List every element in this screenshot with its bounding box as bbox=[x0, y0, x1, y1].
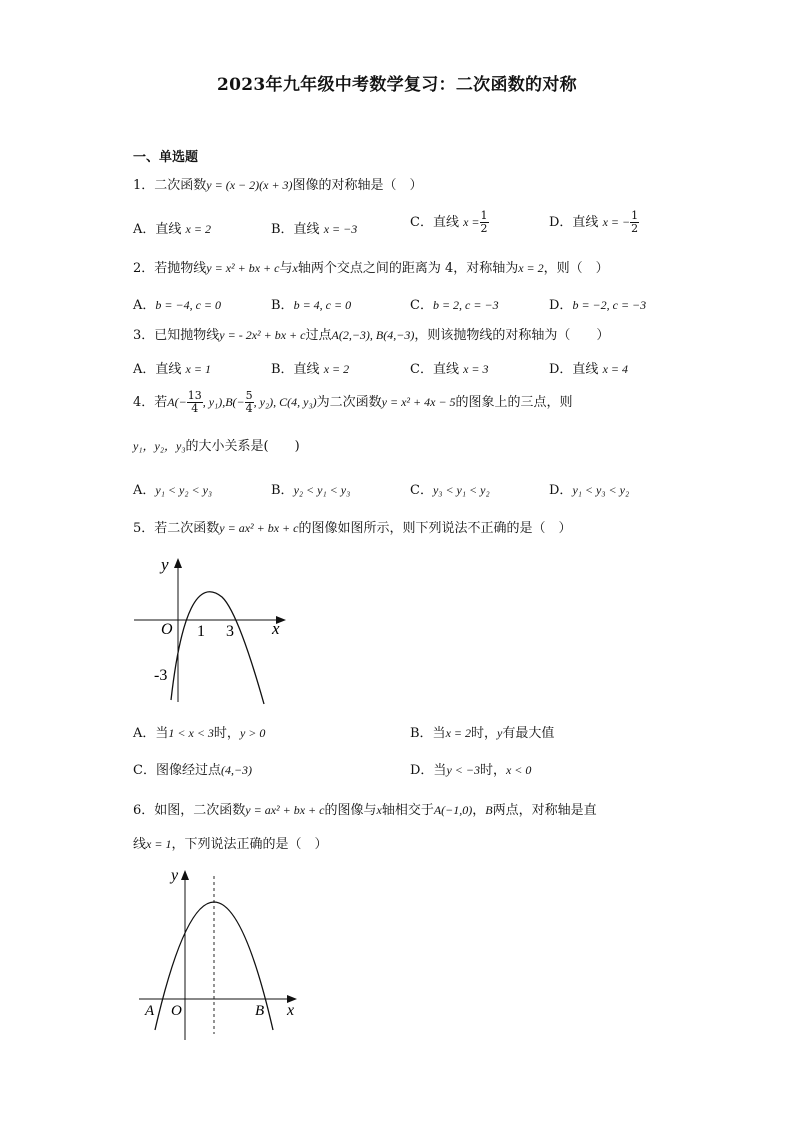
x-axis-label: x bbox=[287, 1002, 295, 1019]
option-label: D．直线 bbox=[549, 362, 599, 377]
q5-stem-math: y = ax² + bx + c bbox=[219, 521, 299, 535]
option-label: C．直线 bbox=[410, 362, 459, 377]
q6-stem-math-3: A(−1,0) bbox=[433, 803, 473, 817]
option-math: x = 2 bbox=[185, 222, 211, 236]
question-6-stem bbox=[133, 801, 597, 820]
q4-stem-math: y = x² + 4x − 5 bbox=[381, 395, 456, 409]
q4-point-b-tail: , y₂), C(4, y₃) bbox=[253, 395, 317, 409]
option-math-2: y > 0 bbox=[239, 726, 266, 740]
q6-line2-math: x = 1 bbox=[146, 837, 172, 851]
option-label: D． bbox=[549, 483, 573, 498]
option-math: x = bbox=[463, 215, 480, 229]
option-label: A．当 bbox=[133, 726, 169, 741]
q6-stem-text-2: 的图像与 bbox=[324, 803, 377, 818]
option-math: y₂ < y₁ < y₃ bbox=[293, 483, 351, 497]
fraction-denominator: 2 bbox=[480, 222, 488, 235]
q4-option-b[interactable] bbox=[271, 479, 350, 498]
point-b-label: B bbox=[255, 1003, 265, 1019]
option-tail: 有最大值 bbox=[502, 726, 555, 741]
option-math: y₁ < y₂ < y₃ bbox=[155, 483, 213, 497]
option-math: x = 2 bbox=[323, 362, 350, 376]
q5-option-b[interactable] bbox=[410, 722, 554, 741]
option-label: D．直线 bbox=[549, 215, 599, 230]
q6-stem-text-4: ， bbox=[472, 803, 486, 818]
x-axis-label: x bbox=[272, 619, 280, 638]
option-label: A． bbox=[133, 483, 156, 498]
parabola-curve bbox=[171, 592, 264, 704]
q6-stem-text-3: 轴相交于 bbox=[381, 803, 434, 818]
q4-stem-text-3: 的图象上的三点，则 bbox=[455, 395, 573, 410]
q4-point-a-tail: , y₁), bbox=[202, 395, 226, 409]
q1-stem-math: y = (x − 2)(x + 3) bbox=[206, 178, 293, 192]
q3-stem-text-2: 过点 bbox=[305, 328, 332, 343]
q6-stem-math-2: x bbox=[376, 803, 382, 817]
question-6-stem-line2 bbox=[133, 835, 327, 854]
q2-option-b[interactable] bbox=[271, 294, 351, 313]
q5-option-d[interactable] bbox=[410, 759, 531, 778]
q4-stem-text-2: 为二次函数 bbox=[316, 395, 382, 410]
q3-option-c[interactable] bbox=[410, 358, 489, 377]
fraction-numerator: 5 bbox=[245, 389, 253, 402]
q3-option-b[interactable] bbox=[271, 358, 349, 377]
q5-stem-text: 5．若二次函数 bbox=[133, 521, 220, 536]
origin-label: O bbox=[171, 1003, 182, 1019]
q3-stem-math-2: A(2,−3), B(4,−3) bbox=[331, 328, 415, 342]
option-label: C．图像经过点 bbox=[133, 763, 221, 778]
option-math: y < −3 bbox=[446, 763, 480, 777]
option-label: B．直线 bbox=[271, 222, 320, 237]
q3-stem-text-3: ，则该抛物线的对称轴为（ ） bbox=[414, 328, 610, 343]
q4-point-a: A(− bbox=[167, 395, 187, 409]
fraction-denominator: 4 bbox=[191, 402, 199, 415]
option-label: B． bbox=[271, 298, 294, 313]
option-math: b = 2, c = −3 bbox=[432, 298, 499, 312]
option-text: 时， bbox=[213, 726, 240, 741]
option-label: A．直线 bbox=[133, 222, 182, 237]
option-label: A． bbox=[133, 298, 156, 313]
y-axis-label: y bbox=[161, 555, 169, 574]
fraction bbox=[630, 210, 639, 235]
question-5-stem bbox=[133, 519, 572, 538]
q5-stem-text-2: 的图像如图所示，则下列说法不正确的是（ ） bbox=[298, 521, 572, 536]
option-math: (4,−3) bbox=[220, 763, 253, 777]
question-2-stem bbox=[133, 259, 609, 278]
fraction-denominator: 4 bbox=[245, 402, 253, 415]
fraction-numerator: 1 bbox=[480, 209, 488, 222]
option-math: b = −2, c = −3 bbox=[572, 298, 647, 312]
option-math: b = −4, c = 0 bbox=[155, 298, 222, 312]
fraction-denominator: 2 bbox=[631, 222, 639, 235]
q1-option-d[interactable] bbox=[549, 210, 639, 235]
q5-parabola-graph bbox=[130, 552, 290, 712]
option-label: C． bbox=[410, 483, 433, 498]
y-axis-arrow bbox=[174, 558, 182, 568]
q2-stem-text-3: 轴两个交点之间的距离为 4，对称轴为 bbox=[297, 261, 519, 276]
q2-option-c[interactable] bbox=[410, 294, 499, 313]
question-4-stem-line2 bbox=[133, 437, 300, 456]
option-math-2: x < 0 bbox=[505, 763, 532, 777]
q2-stem-math-2: x bbox=[292, 261, 298, 275]
option-math: x = 2 bbox=[445, 726, 471, 740]
option-label: C．直线 bbox=[410, 215, 459, 230]
tick-label-1: 1 bbox=[197, 623, 205, 640]
q4-stem-text: 4．若 bbox=[133, 395, 168, 410]
option-label: A．直线 bbox=[133, 362, 182, 377]
q6-parabola-graph bbox=[135, 862, 305, 1044]
section-heading: 一、单选题 bbox=[133, 150, 199, 165]
q4-option-a[interactable] bbox=[133, 479, 212, 498]
q1-option-a[interactable] bbox=[133, 218, 211, 237]
q2-stem-math-3: x = 2 bbox=[518, 261, 544, 275]
option-math: x = 3 bbox=[463, 362, 489, 376]
option-label: B．直线 bbox=[271, 362, 320, 377]
tick-label-neg3: -3 bbox=[154, 667, 168, 684]
fraction bbox=[245, 390, 254, 415]
q2-stem-text-4: ，则（ ） bbox=[543, 261, 609, 276]
option-math: x = −3 bbox=[323, 222, 358, 236]
q3-option-d[interactable] bbox=[549, 358, 628, 377]
option-label: D． bbox=[549, 298, 573, 313]
option-label: B． bbox=[271, 483, 294, 498]
origin-label: O bbox=[161, 621, 173, 638]
fraction bbox=[480, 210, 489, 235]
q6-stem-text-5: 两点，对称轴是直 bbox=[492, 803, 597, 818]
q2-option-d[interactable] bbox=[549, 294, 646, 313]
option-label: D．当 bbox=[410, 763, 447, 778]
option-text: 时， bbox=[479, 763, 506, 778]
q2-option-a[interactable] bbox=[133, 294, 221, 313]
option-math: b = 4, c = 0 bbox=[293, 298, 352, 312]
q6-stem-math-4: B bbox=[485, 803, 493, 817]
q1-option-b[interactable] bbox=[271, 218, 357, 237]
option-text: 时， bbox=[471, 726, 498, 741]
option-math: y₃ < y₁ < y₂ bbox=[432, 483, 490, 497]
q6-stem-math: y = ax² + bx + c bbox=[245, 803, 325, 817]
fraction bbox=[187, 390, 203, 415]
q4-line2-text: 的大小关系是( ) bbox=[185, 439, 300, 454]
option-math: x = 1 bbox=[185, 362, 211, 376]
option-label: B．当 bbox=[410, 726, 446, 741]
fraction-numerator: 13 bbox=[187, 389, 202, 402]
option-math: x = 4 bbox=[602, 362, 629, 376]
q2-stem-text-2: 与 bbox=[279, 261, 293, 276]
question-4-stem bbox=[133, 385, 573, 420]
question-3-stem bbox=[133, 326, 609, 345]
option-label: C． bbox=[410, 298, 433, 313]
q3-option-a[interactable] bbox=[133, 358, 211, 377]
option-math: 1 < x < 3 bbox=[168, 726, 214, 740]
y-axis-arrow bbox=[181, 870, 189, 880]
q3-stem-math: y = - 2x² + bx + c bbox=[219, 328, 306, 342]
q6-line2-text: 线 bbox=[133, 837, 147, 852]
q1-stem-tail: 图像的对称轴是（ ） bbox=[292, 178, 423, 193]
page-title: 2023年九年级中考数学复习：二次函数的对称 bbox=[217, 75, 577, 95]
q4-point-b: B(− bbox=[225, 395, 245, 409]
q1-option-c[interactable] bbox=[410, 210, 489, 235]
q5-option-c[interactable] bbox=[133, 759, 252, 778]
y-axis-label: y bbox=[171, 867, 179, 884]
q6-stem-text: 6．如图，二次函数 bbox=[133, 803, 246, 818]
q2-stem-math: y = x² + bx + c bbox=[206, 261, 280, 275]
q5-option-a[interactable] bbox=[133, 722, 265, 741]
tick-label-3: 3 bbox=[226, 623, 234, 640]
q3-stem-text: 3．已知抛物线 bbox=[133, 328, 220, 343]
q2-stem-text: 2．若抛物线 bbox=[133, 261, 207, 276]
fraction-numerator: 1 bbox=[631, 209, 639, 222]
option-math: x = − bbox=[602, 215, 631, 229]
option-math: y₁ < y₃ < y₂ bbox=[572, 483, 630, 497]
q1-stem-text: 1．二次函数 bbox=[133, 178, 207, 193]
option-math-2: y bbox=[497, 726, 503, 740]
q4-option-c[interactable] bbox=[410, 479, 490, 498]
q4-option-d[interactable] bbox=[549, 479, 629, 498]
point-a-label: A bbox=[145, 1003, 155, 1019]
question-1-stem bbox=[133, 176, 423, 195]
q6-line2-text-2: ，下列说法正确的是（ ） bbox=[171, 837, 328, 852]
q4-line2-math: y₁，y₂，y₃ bbox=[133, 439, 186, 453]
